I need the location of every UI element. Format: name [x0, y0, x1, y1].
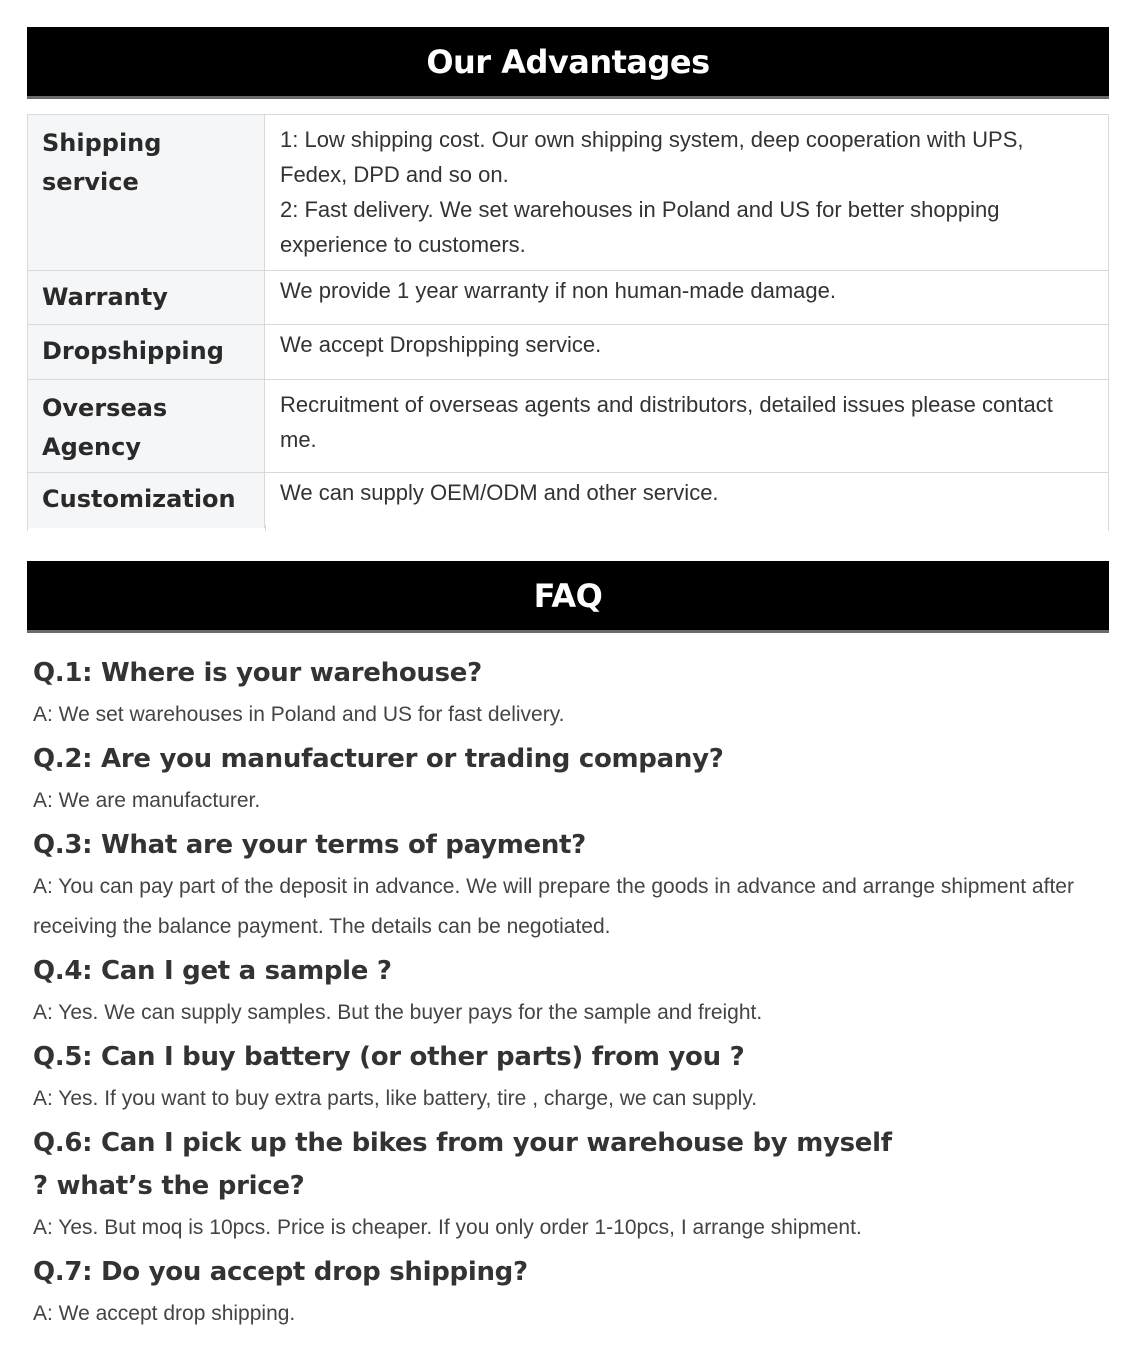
advantages-banner — [27, 27, 1109, 99]
row-label: Shipping service — [28, 115, 265, 270]
row-label: Warranty — [28, 271, 265, 324]
faq-item — [33, 738, 1093, 821]
faq-question: Q.5: Can I buy battery (or other parts) from you ? — [33, 1042, 745, 1072]
faq-answer: A: Yes. If you want to buy extra parts, like battery, tire , charge, we can supply. — [33, 1087, 758, 1110]
table-row — [28, 380, 1109, 473]
faq-answer: A: We are manufacturer. — [33, 789, 261, 812]
faq-banner — [27, 561, 1109, 633]
faq-item — [33, 1251, 1093, 1334]
row-label: Overseas Agency — [28, 380, 265, 472]
advantages-table — [27, 114, 1109, 528]
row-label: Customization — [28, 473, 265, 528]
faq-title: FAQ — [533, 576, 603, 615]
table-bottom-edge-right — [1108, 525, 1109, 531]
row-value — [265, 271, 1109, 324]
advantages-title: Our Advantages — [426, 42, 710, 81]
faq-answer: A: We set warehouses in Poland and US for fast delivery. — [33, 703, 565, 726]
row-value-line: We provide 1 year warranty if non human-made damage. — [280, 278, 836, 303]
row-value — [265, 115, 1109, 270]
faq-question: Q.7: Do you accept drop shipping? — [33, 1257, 528, 1287]
table-row — [28, 115, 1109, 271]
row-value-line: We accept Dropshipping service. — [280, 332, 602, 357]
faq-item — [33, 1036, 1093, 1119]
faq-item — [33, 824, 1093, 947]
faq-answer: A: You can pay part of the deposit in advance. We will prepare the goods in advance and arrange shipment after receiving the balance payment. The details can be negotiated. — [33, 875, 1074, 938]
faq-question: Q.2: Are you manufacturer or trading company? — [33, 744, 724, 774]
faq-answer: A: Yes. We can supply samples. But the buyer pays for the sample and freight. — [33, 1001, 763, 1024]
row-label: Dropshipping — [28, 325, 265, 379]
row-value — [265, 473, 1109, 528]
faq-item — [33, 652, 1093, 735]
faq-question: Q.3: What are your terms of payment? — [33, 830, 586, 860]
row-value — [265, 380, 1109, 472]
faq-question: Q.6: Can I pick up the bikes from your warehouse by myself ? what’s the price? — [33, 1128, 892, 1201]
table-row — [28, 473, 1109, 528]
row-value-line: 1: Low shipping cost. Our own shipping system, deep cooperation with UPS, Fedex, DPD and so on. — [280, 127, 1024, 187]
faq-item — [33, 950, 1093, 1033]
table-row — [28, 325, 1109, 380]
table-bottom-edge — [27, 525, 1109, 531]
row-value-line: Recruitment of overseas agents and distributors, detailed issues please contact me. — [280, 392, 1053, 452]
row-value-line: We can supply OEM/ODM and other service. — [280, 480, 719, 505]
row-value-line: 2: Fast delivery. We set warehouses in Poland and US for better shopping experience to customers. — [280, 197, 1000, 257]
faq-question: Q.4: Can I get a sample ? — [33, 956, 392, 986]
faq-answer: A: We accept drop shipping. — [33, 1302, 296, 1325]
faq-item — [33, 1122, 1093, 1248]
row-value — [265, 325, 1109, 379]
faq-question: Q.1: Where is your warehouse? — [33, 658, 482, 688]
table-row — [28, 271, 1109, 325]
faq-list — [33, 652, 1093, 1337]
faq-answer: A: Yes. But moq is 10pcs. Price is cheaper. If you only order 1-10pcs, I arrange shipment. — [33, 1216, 862, 1239]
